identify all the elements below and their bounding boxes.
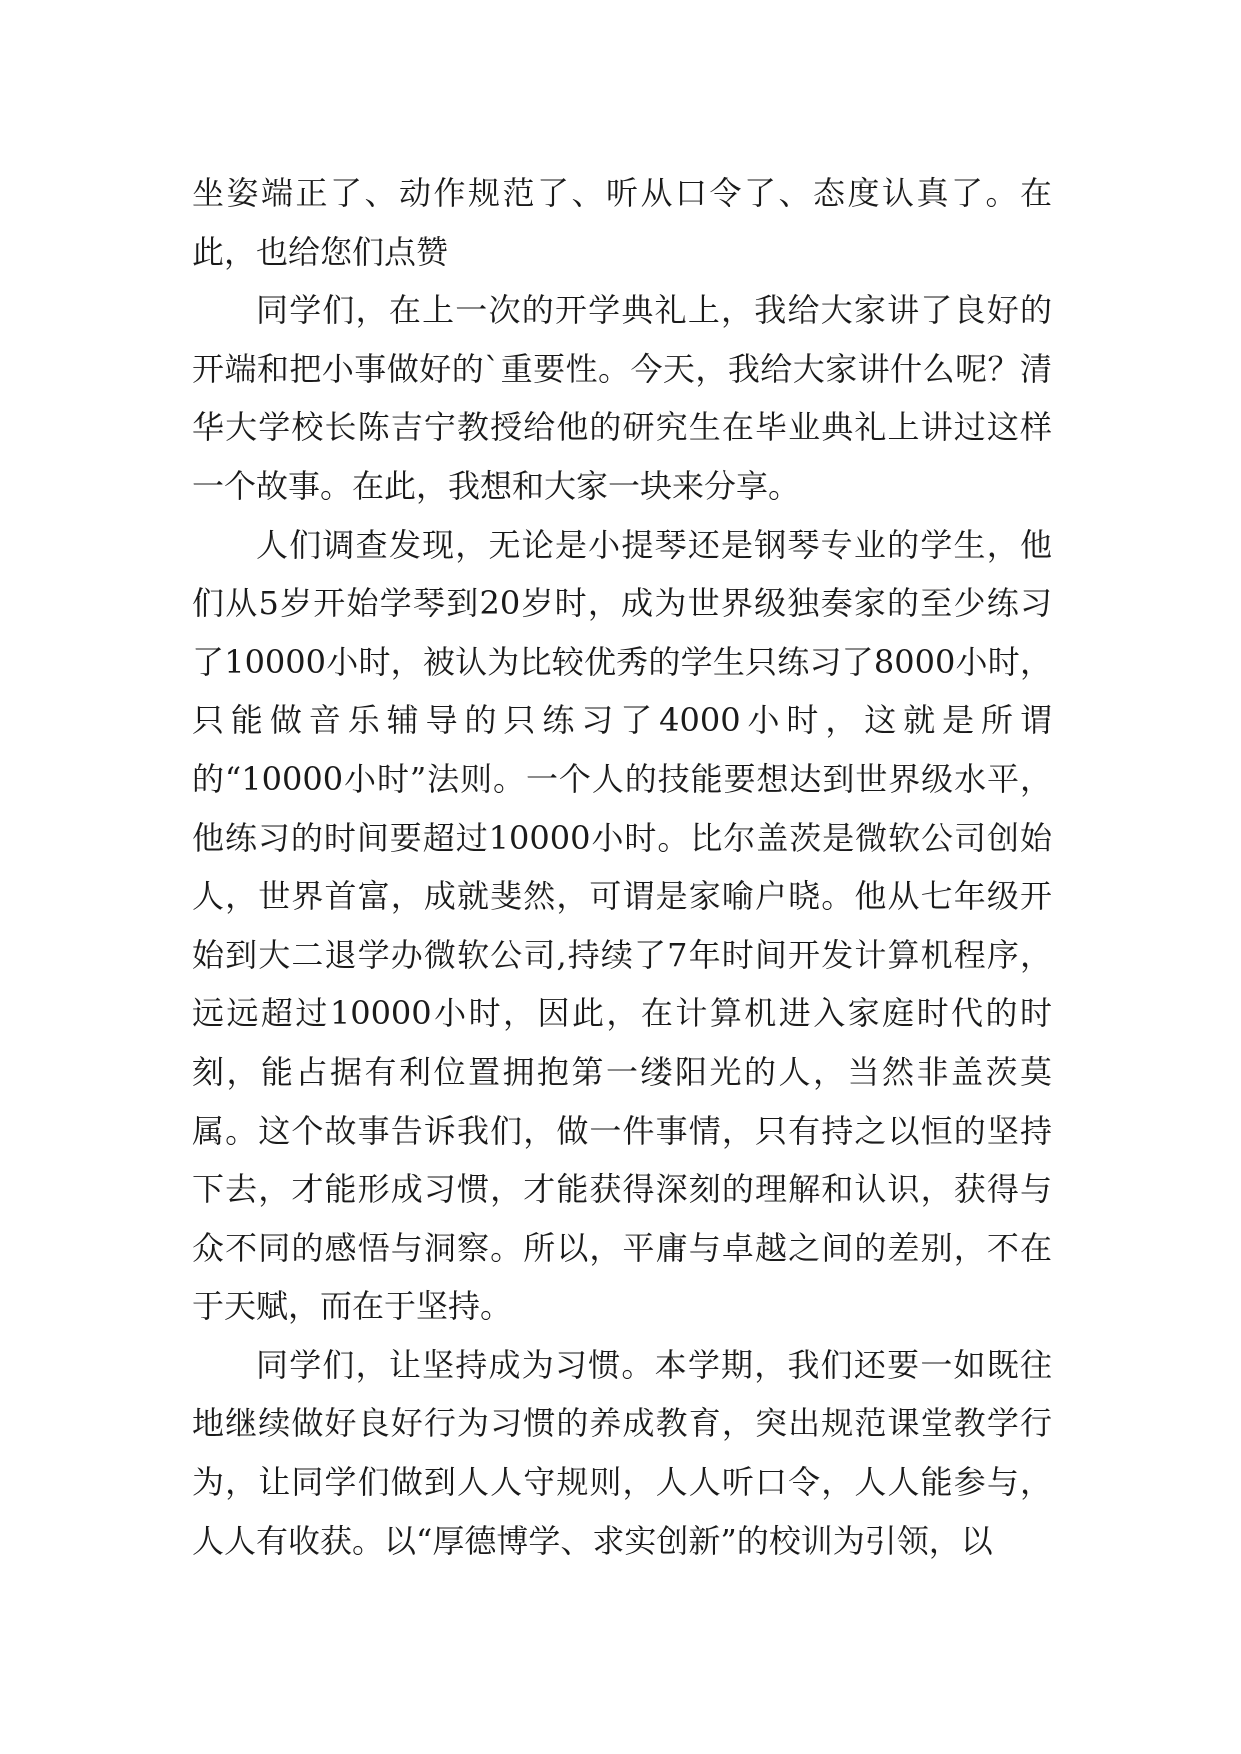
paragraph-1: 坐姿端正了、动作规范了、听从口令了、态度认真了。在此，也给您们点赞 [192, 174, 1052, 271]
paragraph-3: 人们调查发现，无论是小提琴还是钢琴专业的学生，他们从5岁开始学琴到20岁时，成为世界级独奏家的至少练习了10000小时，被认为比较优秀的学生只练习了8000小时，只能做音乐辅导的只练习了4000小时，这就是所谓的“10000小时”法则。一个人的技能要想达到世界级水平，他练习的时间要超过10000小时。比尔盖茨是微软公司创始人，世界首富，成就斐然，可谓是家喻户晓。他从七年级开始到大二退学办微软公司,持续了7年时间开发计算机程序，远远超过10000小时，因此，在计算机进入家庭时代的时刻，能占据有利位置拥抱第一缕阳光的人，当然非盖茨莫属。这个故事告诉我们，做一件事情，只有持之以恒的坚持下去，才能形成习惯，才能获得深刻的理解和认识，获得与众不同的感悟与洞察。所以，平庸与卓越之间的差别，不在于天赋，而在于坚持。 [192, 525, 1052, 1326]
paragraph-4: 同学们，让坚持成为习惯。本学期，我们还要一如既往地继续做好良好行为习惯的养成教育，突出规范课堂教学行为，让同学们做到人人守规则，人人听口令，人人能参与，人人有收获。以“厚德博学、求实创新”的校训为引领，以 [192, 1345, 1052, 1560]
paragraph-2: 同学们，在上一次的开学典礼上，我给大家讲了良好的开端和把小事做好的`重要性。今天，我给大家讲什么呢？清华大学校长陈吉宁教授给他的研究生在毕业典礼上讲过这样一个故事。在此，我想和大家一块来分享。 [192, 291, 1052, 505]
body-text [192, 164, 1052, 1570]
